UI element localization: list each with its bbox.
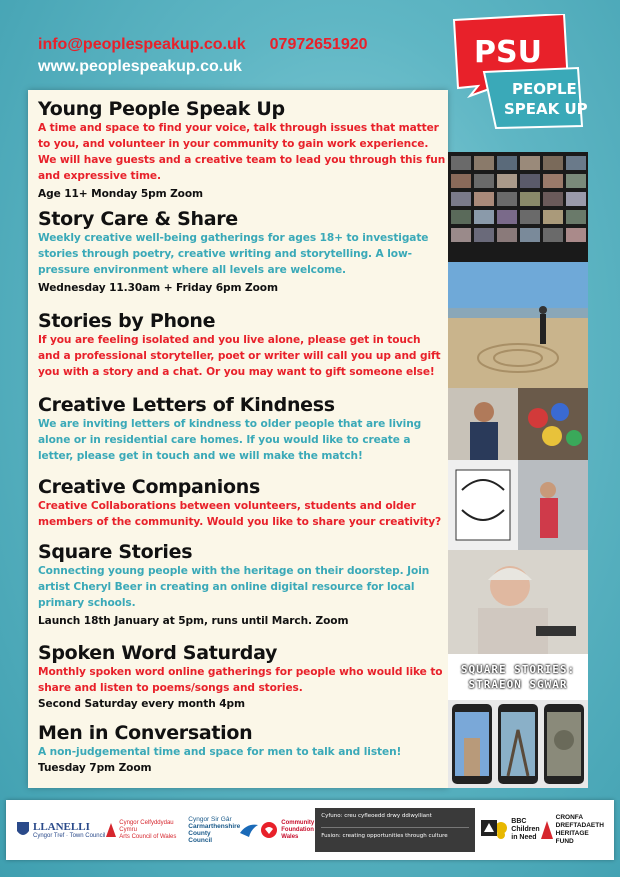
section-men-in-conversation — [38, 722, 446, 776]
welsh-gov-crest-icon — [481, 820, 497, 836]
section-spoken-word — [38, 642, 446, 712]
bird-icon — [239, 821, 259, 839]
section-body: Monthly spoken word online gatherings for people who would like to share and listen to poems/songs and stories. — [38, 666, 443, 694]
section-body: Creative Collaborations between volunteers, students and older members of the community. Would you like to share your creativity? — [38, 500, 442, 528]
photo-column — [448, 152, 588, 788]
section-body: If you are feeling isolated and you live alone, please get in touch and a professional storyteller, poet or writer will call you up and gift you with a story and a chat. Or you may want to gift someone else! — [38, 334, 441, 378]
heart-icon — [260, 821, 278, 839]
section-when: Age 11+ Monday 5pm Zoom — [38, 188, 203, 200]
section-title: Creative Letters of Kindness — [38, 394, 335, 416]
section-body: A non-judgemental time and space for men to talk and listen! — [38, 746, 402, 758]
kindness-photo — [448, 388, 588, 460]
fusion-logo: Cyfuno: creu cyfleoedd drwy ddiwylliant Fusion: creating opportunities through culture — [315, 808, 475, 852]
heritage-fund-logo: CRONFA DREFTADAETH HERITAGE FUND — [541, 814, 604, 846]
arts-council-logo: Cyngor Celfyddydau Cymru Arts Council of Wales — [106, 820, 187, 841]
section-when: Wednesday 11.30am + Friday 6pm Zoom — [38, 282, 278, 294]
section-title: Spoken Word Saturday — [38, 642, 278, 664]
beach-photo — [448, 262, 588, 388]
section-when: Launch 18th January at 5pm, runs until March. Zoom — [38, 615, 349, 627]
heritage-icon — [541, 821, 553, 839]
phone-number[interactable]: 07972651920 — [269, 36, 368, 53]
heritage-photos — [448, 700, 588, 788]
carmarthenshire-logo: Cyngor Sir Gâr Carmarthenshire County Council — [188, 816, 259, 844]
section-young-people — [38, 98, 446, 202]
acw-icon — [106, 823, 116, 837]
section-story-care — [38, 208, 446, 296]
logo-abbr: PSU — [474, 35, 542, 70]
crest-icon — [16, 821, 30, 839]
section-title: Story Care & Share — [38, 208, 238, 230]
section-when: Tuesday 7pm Zoom — [38, 762, 152, 774]
square-stories-banner: SQUARE STORIES: STRAEON SGWAR — [448, 654, 588, 700]
section-body: We are inviting letters of kindness to older people that are living alone or in residential care homes. If you would like to create a letter, please get in touch and we will make the match! — [38, 418, 422, 462]
section-body: Weekly creative well-being gatherings for ages 18+ to investigate stories through poetry, creative writing and storytelling. A low-pressure environment where all levels are welcome. — [38, 232, 429, 276]
section-title: Creative Companions — [38, 476, 260, 498]
section-when: Second Saturday every month 4pm — [38, 698, 245, 710]
zoom-grid-photo — [448, 152, 588, 262]
community-foundation-logo: Community Foundation Wales — [260, 820, 314, 841]
children-in-need-logo: BBC Children in Need — [494, 818, 539, 842]
section-square-stories — [38, 541, 446, 629]
section-creative-companions — [38, 476, 446, 530]
square-stories-photo — [448, 550, 588, 654]
llanelli-logo: LLANELLI Cyngor Tref · Town Council — [16, 821, 105, 840]
section-title: Stories by Phone — [38, 310, 216, 332]
section-body: Connecting young people with the heritage on their doorstep. Join artist Cheryl Beer in creating an online digital resource for local primary schools. — [38, 565, 430, 609]
section-stories-by-phone — [38, 310, 446, 380]
sponsor-footer — [6, 800, 614, 860]
contact-info — [38, 36, 368, 76]
logo-line2: SPEAK UP — [504, 100, 588, 118]
website-link[interactable]: www.peoplespeakup.co.uk — [38, 58, 242, 75]
section-letters-of-kindness — [38, 394, 446, 464]
psu-logo — [440, 14, 590, 134]
logo-line1: PEOPLE — [512, 80, 577, 98]
section-body: A time and space to find your voice, talk through issues that matter to you, and volunteer in your community to gain work experience. We will have guests and a creative team to lead you through this fun and expressive time. — [38, 122, 446, 182]
section-title: Young People Speak Up — [38, 98, 285, 120]
companions-photo — [448, 460, 588, 550]
section-title: Square Stories — [38, 541, 193, 563]
section-title: Men in Conversation — [38, 722, 253, 744]
email-link[interactable]: info@peoplespeakup.co.uk — [38, 36, 246, 53]
